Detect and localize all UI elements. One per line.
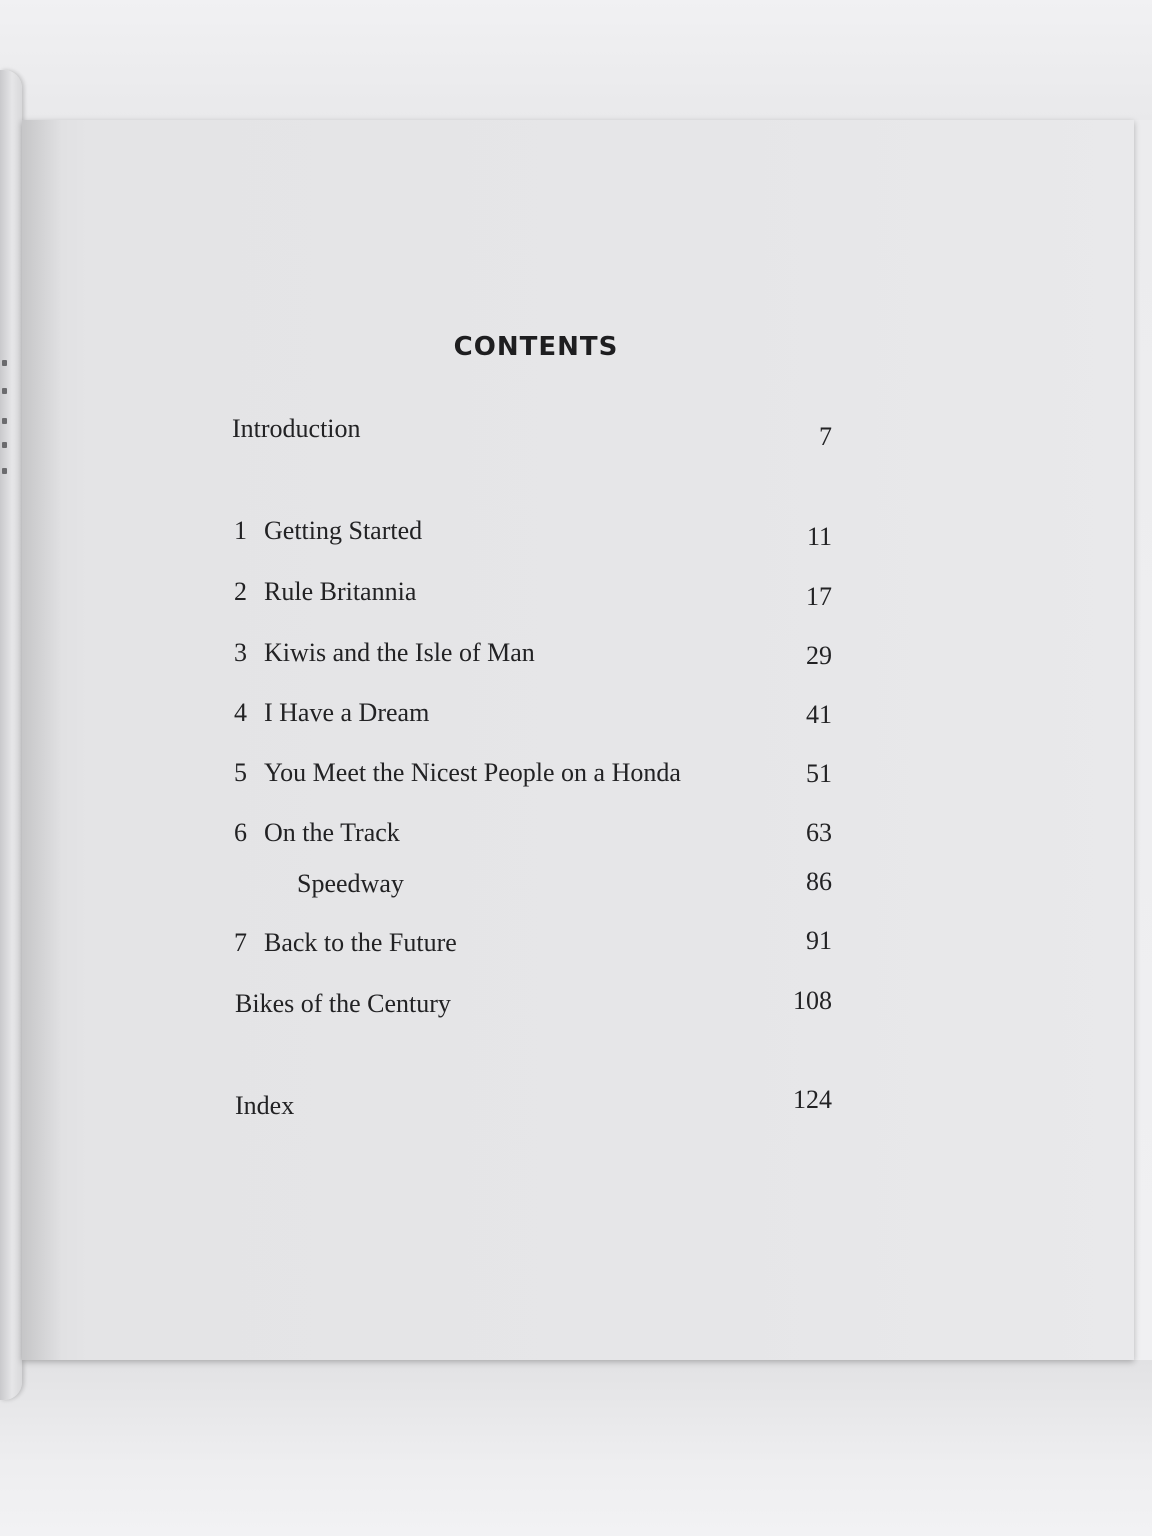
ink-mark — [2, 442, 7, 448]
toc-entry-speedway — [297, 869, 404, 899]
page-number: 63 — [806, 818, 832, 847]
page-number: 108 — [793, 986, 832, 1015]
chapter-number: 1 — [234, 516, 247, 545]
entry-title: Rule Britannia — [264, 577, 417, 606]
page-number: 41 — [806, 700, 832, 729]
page-number: 91 — [806, 926, 832, 955]
toc-entry-chapter-5 — [234, 758, 681, 788]
entry-title: Kiwis and the Isle of Man — [264, 638, 535, 667]
chapter-number: 3 — [234, 638, 247, 667]
contents-page — [22, 120, 1134, 1360]
page-number: 17 — [806, 582, 832, 611]
entry-title: You Meet the Nicest People on a Honda — [264, 758, 681, 787]
page-number: 51 — [806, 759, 832, 788]
toc-entry-introduction — [232, 414, 361, 444]
page-number: 29 — [806, 641, 832, 670]
toc-entry-bikes-of-the-century — [235, 989, 451, 1019]
table-surface — [0, 1360, 1152, 1536]
chapter-number: 5 — [234, 758, 247, 787]
chapter-number: 6 — [234, 818, 247, 847]
entry-title: Back to the Future — [264, 928, 457, 957]
toc-entry-chapter-3 — [234, 638, 535, 668]
entry-title: Index — [235, 1091, 295, 1120]
entry-title: Bikes of the Century — [235, 989, 451, 1018]
entry-title: Getting Started — [264, 516, 423, 545]
chapter-number: 4 — [234, 698, 247, 727]
ink-mark — [2, 468, 7, 474]
page-number: 11 — [806, 522, 832, 551]
entry-title: Introduction — [232, 414, 361, 443]
chapter-number: 7 — [234, 928, 247, 957]
contents-heading: CONTENTS — [453, 332, 619, 362]
toc-entry-chapter-1 — [234, 516, 422, 546]
toc-entry-chapter-4 — [234, 698, 429, 728]
ink-mark — [2, 388, 7, 394]
entry-title: Speedway — [297, 869, 404, 898]
toc-entry-chapter-2 — [234, 577, 416, 607]
ink-mark — [2, 418, 7, 424]
background-wall — [0, 0, 1152, 120]
toc-entry-index — [235, 1091, 294, 1121]
toc-entry-chapter-7 — [234, 928, 457, 958]
chapter-number: 2 — [234, 577, 247, 606]
toc-entry-chapter-6 — [234, 818, 400, 848]
page-number: 7 — [819, 422, 832, 451]
facing-page-edge — [0, 70, 22, 1400]
page-number: 124 — [793, 1085, 832, 1114]
entry-title: On the Track — [264, 818, 400, 847]
ink-mark — [2, 360, 7, 366]
page-number: 86 — [806, 867, 832, 896]
entry-title: I Have a Dream — [264, 698, 430, 727]
